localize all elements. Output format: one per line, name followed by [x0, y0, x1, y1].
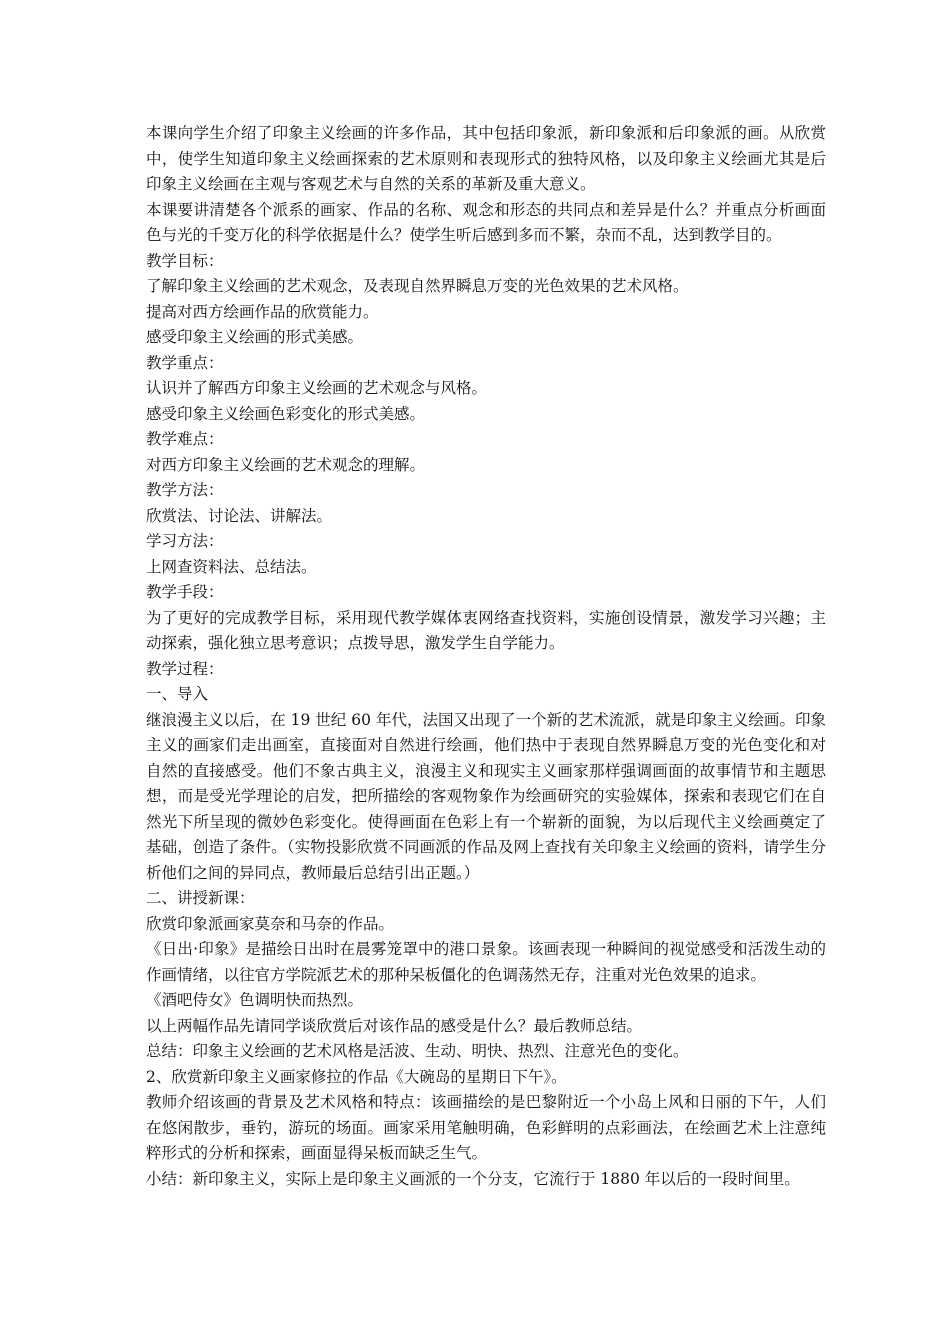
- key-point-1: 认识并了解西方印象主义绘画的艺术观念与风格。: [146, 379, 488, 397]
- intro-paragraph-1: 本课向学生介绍了印象主义绘画的许多作品，其中包括印象派，新印象派和后印象派的画。从欣赏中，使学生知道印象主义绘画探索的艺术原则和表现形式的独特风格，以及印象主义绘画尤其是后印象主义绘画在主观与客观艺术与自然的关系的革新及重大意义。: [146, 124, 826, 193]
- goal-item-3: 感受印象主义绘画的形式美感。: [146, 328, 364, 346]
- heading-key-points: 教学重点：: [146, 353, 224, 372]
- sunrise-impression-paragraph: 《日出·印象》是描绘日出时在晨雾笼罩中的港口景象。该画表现一种瞬间的视觉感受和活泼生动的作画情绪，以往官方学院派艺术的那种呆板僵化的色调荡然无存，注重对光色效果的追求。: [146, 940, 826, 984]
- conclusion-line: 小结：新印象主义，实际上是印象主义画派的一个分支，它流行于 1880 年以后的一段时间里。: [146, 1169, 800, 1188]
- teaching-means-text: 为了更好的完成教学目标，采用现代教学媒体衷网络查找资料，实施创设情景，激发学习兴趣；主动探索，强化独立思考意识；点拨导思，激发学生自学能力。: [146, 608, 826, 652]
- heading-teaching-methods: 教学方法：: [146, 481, 224, 499]
- goal-item-1: 了解印象主义绘画的艺术观念，及表现自然界瞬息万变的光色效果的艺术风格。: [146, 277, 689, 295]
- summary-line: 总结：印象主义绘画的艺术风格是活波、生动、明快、热烈、注意光色的变化。: [146, 1042, 689, 1060]
- seurat-heading: 2、欣赏新印象主义画家修拉的作品《大碗岛的星期日下午》。: [146, 1067, 567, 1086]
- heading-teaching-goals: 教学目标：: [146, 251, 224, 270]
- teaching-methods-text: 欣赏法、讨论法、讲解法。: [146, 506, 333, 525]
- section-introduction-heading: 一、导入: [146, 685, 209, 703]
- heading-teaching-means: 教学手段：: [146, 583, 224, 601]
- discussion-line: 以上两幅作品先请同学谈欣赏后对该作品的感受是什么？最后教师总结。: [146, 1016, 643, 1035]
- monet-manet-line: 欣赏印象派画家莫奈和马奈的作品。: [146, 914, 395, 933]
- seurat-paragraph: 教师介绍该画的背景及艺术风格和特点：该画描绘的是巴黎附近一个小岛上风和日丽的下午，人们在悠闲散步，垂钓，游玩的场面。画家采用笔触明确，色彩鲜明的点彩画法，在绘画艺术上注意纯粹形式的分析和探索，画面显得呆板而缺乏生气。: [146, 1093, 826, 1162]
- document-body: [146, 121, 826, 1192]
- goal-item-2: 提高对西方绘画作品的欣赏能力。: [146, 302, 379, 321]
- difficulty-item: 对西方印象主义绘画的艺术观念的理解。: [146, 455, 426, 474]
- learning-methods-text: 上网查资料法、总结法。: [146, 557, 317, 576]
- heading-difficulties: 教学难点：: [146, 430, 224, 448]
- section-new-lesson-heading: 二、讲授新课：: [146, 889, 255, 907]
- intro-paragraph-2: 本课要讲清楚各个派系的画家、作品的名称、观念和形态的共同点和差异是什么？并重点分析画面色与光的千变万化的科学依据是什么？使学生听后感到多而不繁，杂而不乱，达到教学目的。: [146, 200, 826, 244]
- key-point-2: 感受印象主义绘画色彩变化的形式美感。: [146, 404, 426, 423]
- heading-learning-methods: 学习方法：: [146, 532, 224, 550]
- heading-teaching-process: 教学过程：: [146, 659, 224, 678]
- introduction-paragraph: 继浪漫主义以后，在 19 世纪 60 年代，法国又出现了一个新的艺术流派，就是印象主义绘画。印象主义的画家们走出画室，直接面对自然进行绘画，他们热中于表现自然界瞬息万变的光色变化和对自然的直接感受。他们不象古典主义，浪漫主义和现实主义画家那样强调画面的故事情节和主题思想，而是受光学理论的启发，把所描绘的客观物象作为绘画研究的实验媒体，探索和表现它们在自然光下所呈现的微妙色彩变化。使得画面在色彩上有一个崭新的面貌，为以后现代主义绘画奠定了基础，创造了条件。（实物投影欣赏不同画派的作品及网上查找有关印象主义绘画的资料，请学生分析他们之间的异同点，教师最后总结引出正题。）: [146, 710, 826, 882]
- bar-maid-line: 《酒吧侍女》色调明快而热烈。: [146, 991, 364, 1009]
